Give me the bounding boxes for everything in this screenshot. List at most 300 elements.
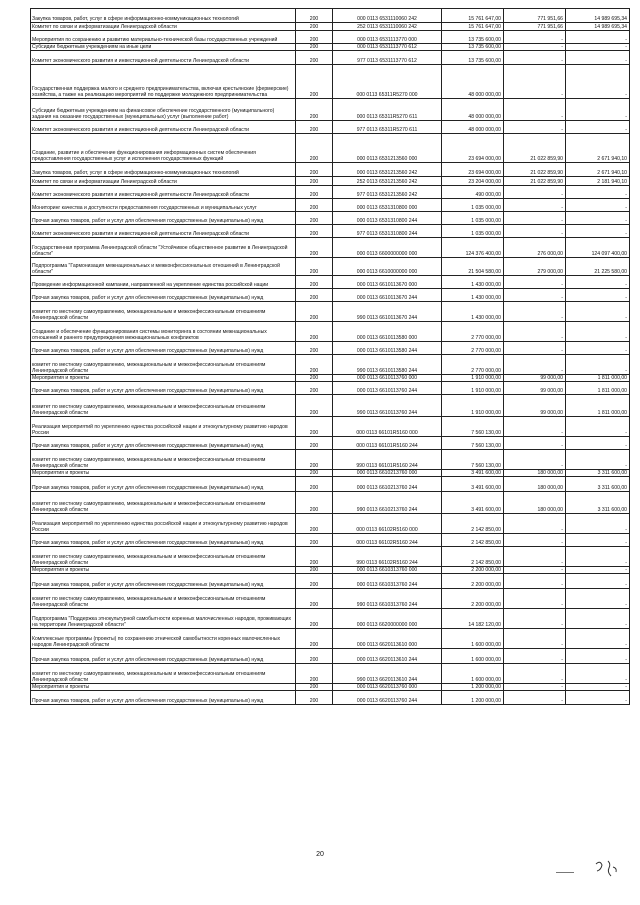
row-amount-executed: -	[504, 289, 566, 302]
row-kbk: 990 0113 6620113610 244	[333, 664, 442, 684]
row-amount-executed: 771 951,66	[504, 23, 566, 31]
row-amount-remaining: -	[566, 567, 630, 574]
table-row	[31, 163, 630, 177]
row-name: Создание и обеспечение функционирования системы мониторинга в состоянии межнациональных отношений и раннего предупреждения межнациональных конфликтов	[31, 322, 296, 342]
row-amount-remaining: -	[566, 450, 630, 470]
table-row	[31, 212, 630, 225]
row-amount-executed: -	[504, 450, 566, 470]
row-kbk: 000 0113 6531213560 242	[333, 163, 442, 177]
row-code: 200	[296, 238, 333, 258]
row-amount-executed: 99 000,00	[504, 375, 566, 382]
table-row	[31, 437, 630, 450]
row-kbk: 977 0113 6531213560 242	[333, 186, 442, 199]
row-code: 200	[296, 470, 333, 477]
table-row	[31, 684, 630, 691]
row-amount-approved: 15 761 647,00	[442, 9, 504, 23]
row-amount-executed: -	[504, 342, 566, 355]
row-kbk: 000 0113 6610213760 244	[333, 477, 442, 492]
table-row	[31, 417, 630, 437]
row-amount-executed: 279 000,00	[504, 258, 566, 276]
row-name: Мероприятия и проекты	[31, 684, 296, 691]
row-code: 200	[296, 289, 333, 302]
row-amount-approved: 3 491 600,00	[442, 477, 504, 492]
table-row	[31, 322, 630, 342]
row-kbk: 000 0113 66101R5160 000	[333, 417, 442, 437]
row-amount-approved: 3 491 600,00	[442, 492, 504, 514]
row-kbk: 000 0113 6531310800 000	[333, 199, 442, 212]
table-row	[31, 450, 630, 470]
row-amount-executed: -	[504, 514, 566, 534]
row-amount-approved: 2 142 850,00	[442, 514, 504, 534]
row-kbk: 000 0113 6610113670 244	[333, 289, 442, 302]
row-name: Комитет экономического развития и инвестиционной деятельности Ленинградской области	[31, 186, 296, 199]
row-amount-remaining: 1 811 000,00	[566, 395, 630, 417]
row-amount-approved: 7 560 130,00	[442, 417, 504, 437]
row-code: 200	[296, 691, 333, 705]
row-code: 200	[296, 276, 333, 289]
row-name: Комплексные программы (проекты) по сохранению этнической самобытности коренных малочисленных народов Ленинградской области	[31, 629, 296, 649]
row-amount-remaining: -	[566, 649, 630, 664]
table-row	[31, 177, 630, 186]
row-code: 200	[296, 134, 333, 163]
row-name: Комитет по связи и информатизации Ленинградской области	[31, 23, 296, 31]
row-name: комитет по местному самоуправлению, межнациональным и межконфессиональным отношениям Ленинградской области	[31, 547, 296, 567]
row-amount-executed: -	[504, 437, 566, 450]
table-row	[31, 629, 630, 649]
row-name: комитет по местному самоуправлению, межнациональным и межконфессиональным отношениям Ленинградской области	[31, 302, 296, 322]
row-amount-approved: 1 430 000,00	[442, 289, 504, 302]
row-code: 200	[296, 99, 333, 121]
row-code: 200	[296, 199, 333, 212]
row-amount-approved: 15 761 647,00	[442, 23, 504, 31]
row-amount-executed: -	[504, 355, 566, 375]
row-amount-approved: 23 694 000,00	[442, 163, 504, 177]
row-amount-remaining: -	[566, 574, 630, 589]
row-name: Реализация мероприятий по укреплению единства российской нации и этнокультурному развитию народов России	[31, 514, 296, 534]
row-amount-approved: 1 910 000,00	[442, 375, 504, 382]
row-amount-remaining: 14 989 695,34	[566, 9, 630, 23]
row-name: комитет по местному самоуправлению, межнациональным и межконфессиональным отношениям Ленинградской области	[31, 492, 296, 514]
row-amount-approved: 2 770 000,00	[442, 355, 504, 375]
row-name: Прочая закупка товаров, работ и услуг для обеспечения государственных (муниципальных) нужд	[31, 212, 296, 225]
row-amount-executed: -	[504, 417, 566, 437]
row-amount-remaining: -	[566, 31, 630, 44]
row-code: 200	[296, 534, 333, 547]
row-amount-approved: 2 200 000,00	[442, 574, 504, 589]
row-amount-executed: 99 000,00	[504, 395, 566, 417]
row-name: Подпрограмма "Гармонизация межнациональных и межконфессиональных отношений в Ленинградской области"	[31, 258, 296, 276]
row-amount-executed: -	[504, 609, 566, 629]
row-name: Прочая закупка товаров, работ и услуг для обеспечения государственных (муниципальных) нужд	[31, 477, 296, 492]
row-amount-remaining: 1 811 000,00	[566, 382, 630, 395]
row-code: 200	[296, 609, 333, 629]
row-name: комитет по местному самоуправлению, межнациональным и межконфессиональным отношениям Ленинградской области	[31, 664, 296, 684]
row-amount-remaining: -	[566, 289, 630, 302]
row-code: 200	[296, 44, 333, 51]
row-code: 200	[296, 375, 333, 382]
row-amount-executed: 21 022 859,90	[504, 134, 566, 163]
row-amount-remaining: 14 989 695,34	[566, 23, 630, 31]
row-amount-approved: 13 735 600,00	[442, 51, 504, 65]
row-amount-executed: -	[504, 99, 566, 121]
row-kbk: 252 0113 6531213560 242	[333, 177, 442, 186]
table-row	[31, 534, 630, 547]
row-code: 200	[296, 477, 333, 492]
row-name: Субсидии бюджетным учреждениям на иные цели	[31, 44, 296, 51]
row-amount-remaining: -	[566, 534, 630, 547]
row-code: 200	[296, 547, 333, 567]
row-name: Прочая закупка товаров, работ и услуг для обеспечения государственных (муниципальных) нужд	[31, 382, 296, 395]
row-name: Комитет экономического развития и инвестиционной деятельности Ленинградской области	[31, 121, 296, 134]
row-amount-remaining: -	[566, 121, 630, 134]
row-amount-remaining: 3 311 600,00	[566, 477, 630, 492]
row-amount-executed: -	[504, 31, 566, 44]
row-kbk: 000 0113 6610113670 000	[333, 276, 442, 289]
table-row	[31, 342, 630, 355]
row-amount-executed: -	[504, 186, 566, 199]
row-amount-approved: 490 000,00	[442, 186, 504, 199]
row-code: 200	[296, 382, 333, 395]
row-amount-executed: -	[504, 44, 566, 51]
row-code: 200	[296, 342, 333, 355]
row-amount-approved: 48 000 000,00	[442, 121, 504, 134]
row-code: 200	[296, 492, 333, 514]
row-kbk: 000 0113 6610113580 000	[333, 322, 442, 342]
row-amount-approved: 2 200 000,00	[442, 589, 504, 609]
row-name: Прочая закупка товаров, работ и услуг для обеспечения государственных (муниципальных) нужд	[31, 691, 296, 705]
row-code: 200	[296, 322, 333, 342]
table-row	[31, 375, 630, 382]
row-name: комитет по местному самоуправлению, межнациональным и межконфессиональным отношениям Ленинградской области	[31, 395, 296, 417]
row-amount-executed: -	[504, 51, 566, 65]
row-name: Подпрограмма "Поддержка этнокультурной самобытности коренных малочисленных народов, проживающих на территории Ленинградской области"	[31, 609, 296, 629]
row-code: 200	[296, 163, 333, 177]
row-amount-executed: -	[504, 574, 566, 589]
row-kbk: 000 0113 6531310800 244	[333, 212, 442, 225]
row-name: Мероприятия и проекты	[31, 567, 296, 574]
row-kbk: 000 0113 6531213560 000	[333, 134, 442, 163]
row-name: комитет по местному самоуправлению, межнациональным и межконфессиональным отношениям Ленинградской области	[31, 450, 296, 470]
row-kbk: 000 0113 6531110060 242	[333, 9, 442, 23]
row-name: Государственная программа Ленинградской области "Устойчивое общественное развитие в Ленинградской области"	[31, 238, 296, 258]
row-amount-executed: -	[504, 629, 566, 649]
row-code: 200	[296, 212, 333, 225]
row-code: 200	[296, 450, 333, 470]
row-name: Мероприятия и проекты	[31, 375, 296, 382]
table-row	[31, 649, 630, 664]
row-kbk: 000 0113 6610313760 244	[333, 574, 442, 589]
row-kbk: 990 0113 6610113670 244	[333, 302, 442, 322]
row-amount-approved: 2 770 000,00	[442, 342, 504, 355]
row-amount-remaining: -	[566, 51, 630, 65]
row-amount-approved: 1 600 000,00	[442, 629, 504, 649]
row-amount-remaining: 2 671 940,10	[566, 134, 630, 163]
row-amount-remaining: -	[566, 684, 630, 691]
row-amount-executed: -	[504, 547, 566, 567]
row-amount-approved: 2 142 850,00	[442, 547, 504, 567]
row-amount-remaining: 21 225 580,00	[566, 258, 630, 276]
row-amount-remaining: -	[566, 276, 630, 289]
row-kbk: 000 0113 6610113580 244	[333, 342, 442, 355]
table-row	[31, 492, 630, 514]
table-row	[31, 51, 630, 65]
row-amount-executed: 21 022 859,90	[504, 177, 566, 186]
row-name: Прочая закупка товаров, работ и услуг для обеспечения государственных (муниципальных) нужд	[31, 437, 296, 450]
row-amount-approved: 1 035 000,00	[442, 212, 504, 225]
row-code: 200	[296, 437, 333, 450]
row-amount-approved: 1 035 000,00	[442, 225, 504, 238]
row-name: Комитет по связи и информатизации Ленинградской области	[31, 177, 296, 186]
row-amount-executed: -	[504, 534, 566, 547]
row-amount-remaining: -	[566, 225, 630, 238]
table-row	[31, 574, 630, 589]
row-name: Мониторинг качества и доступности предоставления государственных и муниципальных услуг	[31, 199, 296, 212]
row-name: Реализация мероприятий по укреплению единства российской нации и этнокультурному развитию народов России	[31, 417, 296, 437]
budget-table-body	[31, 9, 630, 705]
row-amount-executed: -	[504, 649, 566, 664]
table-row	[31, 134, 630, 163]
row-code: 200	[296, 177, 333, 186]
row-amount-executed: -	[504, 322, 566, 342]
row-code: 200	[296, 589, 333, 609]
row-kbk: 990 0113 6610113580 244	[333, 355, 442, 375]
row-amount-remaining: -	[566, 355, 630, 375]
row-amount-executed: -	[504, 276, 566, 289]
row-kbk: 990 0113 6610213760 244	[333, 492, 442, 514]
row-code: 200	[296, 567, 333, 574]
row-amount-executed: -	[504, 121, 566, 134]
row-amount-approved: 2 142 850,00	[442, 534, 504, 547]
row-kbk: 000 0113 66102R5160 000	[333, 514, 442, 534]
row-amount-remaining: -	[566, 437, 630, 450]
row-kbk: 977 0113 6531113770 612	[333, 51, 442, 65]
row-code: 200	[296, 51, 333, 65]
row-amount-approved: 48 000 000,00	[442, 99, 504, 121]
row-amount-executed: 21 022 859,90	[504, 163, 566, 177]
row-amount-executed: 771 951,66	[504, 9, 566, 23]
row-kbk: 000 0113 6620000000 000	[333, 609, 442, 629]
row-amount-executed: -	[504, 212, 566, 225]
table-row	[31, 382, 630, 395]
table-row	[31, 65, 630, 99]
row-name: Создание, развитие и обеспечение функционирования информационных систем обеспечения предоставления государственных услуг и исполнения государственных функций	[31, 134, 296, 163]
row-code: 200	[296, 225, 333, 238]
row-code: 200	[296, 121, 333, 134]
row-amount-approved: 1 035 000,00	[442, 199, 504, 212]
table-row	[31, 44, 630, 51]
table-row	[31, 355, 630, 375]
row-amount-remaining: -	[566, 322, 630, 342]
row-name: Закупка товаров, работ, услуг в сфере информационно-коммуникационных технологий	[31, 9, 296, 23]
row-amount-approved: 1 200 000,00	[442, 691, 504, 705]
row-name: Субсидии бюджетным учреждениям на финансовое обеспечение государственного (муниципального) задания на оказание государственных (муниципальных) услуг (выполнение работ)	[31, 99, 296, 121]
row-amount-executed: 180 000,00	[504, 492, 566, 514]
row-amount-executed: 99 000,00	[504, 382, 566, 395]
row-kbk: 000 0113 6600000000 000	[333, 238, 442, 258]
row-kbk: 000 0113 66102R5160 244	[333, 534, 442, 547]
page-number: 20	[316, 851, 324, 858]
row-code: 200	[296, 186, 333, 199]
table-row	[31, 23, 630, 31]
row-kbk: 000 0113 6620113610 000	[333, 629, 442, 649]
table-row	[31, 238, 630, 258]
row-amount-executed: -	[504, 225, 566, 238]
row-amount-approved: 23 694 000,00	[442, 134, 504, 163]
row-kbk: 000 0113 6610113760 244	[333, 382, 442, 395]
row-amount-executed: -	[504, 664, 566, 684]
table-row	[31, 395, 630, 417]
row-name: Мероприятия и проекты	[31, 470, 296, 477]
row-amount-remaining: -	[566, 609, 630, 629]
row-name: Прочая закупка товаров, работ и услуг для обеспечения государственных (муниципальных) нужд	[31, 574, 296, 589]
row-amount-remaining: -	[566, 199, 630, 212]
row-name: Комитет экономического развития и инвестиционной деятельности Ленинградской области	[31, 51, 296, 65]
row-amount-remaining: -	[566, 44, 630, 51]
row-amount-executed: -	[504, 199, 566, 212]
row-amount-approved: 48 000 000,00	[442, 65, 504, 99]
row-amount-remaining: -	[566, 99, 630, 121]
row-amount-approved: 1 600 000,00	[442, 649, 504, 664]
row-amount-executed: -	[504, 589, 566, 609]
row-amount-remaining: -	[566, 302, 630, 322]
row-amount-executed: -	[504, 65, 566, 99]
row-kbk: 990 0113 6610313760 244	[333, 589, 442, 609]
budget-table-page	[30, 8, 630, 705]
table-row	[31, 609, 630, 629]
row-kbk: 000 0113 6610113760 000	[333, 375, 442, 382]
table-row	[31, 186, 630, 199]
row-name: Мероприятия по сохранению и развитию материально-технической базы государственных учреждений	[31, 31, 296, 44]
table-row	[31, 276, 630, 289]
row-amount-remaining: 2 181 940,10	[566, 177, 630, 186]
row-code: 200	[296, 258, 333, 276]
table-row	[31, 589, 630, 609]
row-name: Прочая закупка товаров, работ и услуг для обеспечения государственных (муниципальных) нужд	[31, 342, 296, 355]
row-kbk: 990 0113 66102R5160 244	[333, 547, 442, 567]
row-amount-remaining: 3 311 600,00	[566, 470, 630, 477]
handwritten-mark-icon	[592, 858, 620, 880]
row-amount-remaining: -	[566, 212, 630, 225]
table-row	[31, 99, 630, 121]
row-amount-remaining: -	[566, 186, 630, 199]
row-code: 200	[296, 31, 333, 44]
row-name: Прочая закупка товаров, работ и услуг для обеспечения государственных (муниципальных) нужд	[31, 534, 296, 547]
row-code: 200	[296, 355, 333, 375]
row-kbk: 000 0113 6620113760 244	[333, 691, 442, 705]
row-code: 200	[296, 302, 333, 322]
row-amount-approved: 2 200 000,00	[442, 567, 504, 574]
row-amount-approved: 124 376 400,00	[442, 238, 504, 258]
row-amount-remaining: 124 097 400,00	[566, 238, 630, 258]
row-amount-executed: -	[504, 691, 566, 705]
row-amount-approved: 7 560 130,00	[442, 437, 504, 450]
table-row	[31, 258, 630, 276]
row-amount-remaining: -	[566, 65, 630, 99]
row-code: 200	[296, 629, 333, 649]
table-row	[31, 225, 630, 238]
row-amount-approved: 21 504 580,00	[442, 258, 504, 276]
table-row	[31, 514, 630, 534]
row-kbk: 000 0113 6620113760 000	[333, 684, 442, 691]
row-kbk: 000 0113 66101R5160 244	[333, 437, 442, 450]
row-code: 200	[296, 514, 333, 534]
row-amount-remaining: -	[566, 514, 630, 534]
row-kbk: 000 0113 6610313760 000	[333, 567, 442, 574]
row-amount-remaining: 3 311 600,00	[566, 492, 630, 514]
row-amount-approved: 13 735 600,00	[442, 44, 504, 51]
table-row	[31, 567, 630, 574]
row-kbk: 000 0113 6610213760 000	[333, 470, 442, 477]
row-code: 200	[296, 574, 333, 589]
row-amount-approved: 1 910 000,00	[442, 382, 504, 395]
row-kbk: 252 0113 6531110060 242	[333, 23, 442, 31]
row-name: Государственная поддержка малого и среднего предпринимательства, включая крестьянские (фермерские) хозяйства, а также на реализацию мероприятий по поддержке молодежного предпринимательства	[31, 65, 296, 99]
row-code: 200	[296, 417, 333, 437]
row-code: 200	[296, 649, 333, 664]
table-row	[31, 470, 630, 477]
table-row	[31, 302, 630, 322]
row-amount-executed: 180 000,00	[504, 477, 566, 492]
row-name: Закупка товаров, работ, услуг в сфере информационно-коммуникационных технологий	[31, 163, 296, 177]
row-amount-remaining: 1 811 000,00	[566, 375, 630, 382]
table-row	[31, 547, 630, 567]
row-amount-executed: 180 000,00	[504, 470, 566, 477]
table-row	[31, 664, 630, 684]
budget-table	[30, 8, 630, 705]
row-name: Проведение информационной кампании, направленной на укрепление единства российской нации	[31, 276, 296, 289]
row-kbk: 000 0113 6620113610 244	[333, 649, 442, 664]
table-row	[31, 31, 630, 44]
row-amount-executed: -	[504, 684, 566, 691]
row-amount-executed: -	[504, 302, 566, 322]
row-amount-approved: 23 204 000,00	[442, 177, 504, 186]
table-row	[31, 121, 630, 134]
row-kbk: 990 0113 66101R5160 244	[333, 450, 442, 470]
table-row	[31, 289, 630, 302]
row-amount-remaining: -	[566, 547, 630, 567]
table-row	[31, 199, 630, 212]
row-name: Комитет экономического развития и инвестиционной деятельности Ленинградской области	[31, 225, 296, 238]
row-amount-approved: 7 560 130,00	[442, 450, 504, 470]
row-name: Прочая закупка товаров, работ и услуг для обеспечения государственных (муниципальных) нужд	[31, 649, 296, 664]
row-kbk: 990 0113 6610113760 244	[333, 395, 442, 417]
row-kbk: 977 0113 65311R5270 611	[333, 121, 442, 134]
row-amount-executed: -	[504, 567, 566, 574]
row-amount-approved: 1 430 000,00	[442, 276, 504, 289]
row-code: 200	[296, 23, 333, 31]
table-row	[31, 691, 630, 705]
row-amount-approved: 1 200 000,00	[442, 684, 504, 691]
row-amount-approved: 1 430 000,00	[442, 302, 504, 322]
row-kbk: 000 0113 6610000000 000	[333, 258, 442, 276]
row-amount-approved: 3 491 600,00	[442, 470, 504, 477]
row-kbk: 000 0113 65311R5270 611	[333, 99, 442, 121]
row-code: 200	[296, 664, 333, 684]
row-amount-remaining: -	[566, 691, 630, 705]
row-amount-remaining: -	[566, 589, 630, 609]
row-amount-approved: 13 735 600,00	[442, 31, 504, 44]
row-amount-remaining: -	[566, 664, 630, 684]
margin-mark-line	[556, 872, 574, 873]
row-code: 200	[296, 65, 333, 99]
row-amount-approved: 1 910 000,00	[442, 395, 504, 417]
row-code: 200	[296, 395, 333, 417]
row-kbk: 000 0113 6531113770 612	[333, 44, 442, 51]
row-amount-approved: 14 182 120,00	[442, 609, 504, 629]
row-kbk: 000 0113 65311R5270 000	[333, 65, 442, 99]
row-name: комитет по местному самоуправлению, межнациональным и межконфессиональным отношениям Ленинградской области	[31, 355, 296, 375]
row-amount-approved: 2 770 000,00	[442, 322, 504, 342]
